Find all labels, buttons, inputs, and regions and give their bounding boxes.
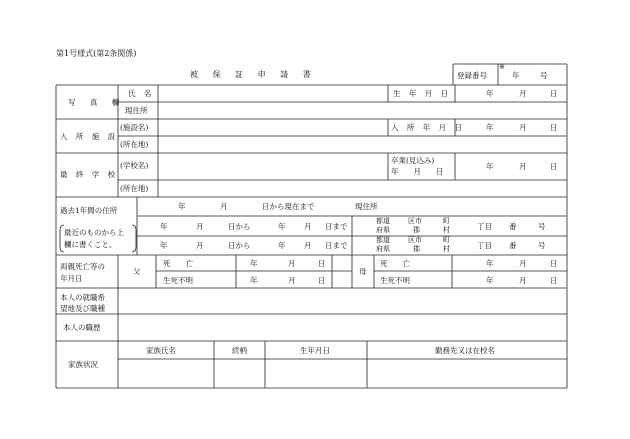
mother-unknown-month: 月 [519, 276, 527, 285]
history-row1-city1: 区市 [408, 217, 422, 225]
father-death-day: 日 [318, 259, 326, 268]
mother-death-month: 月 [519, 259, 527, 268]
history-row2-town2: 村 [443, 245, 450, 253]
mother-death-year: 年 [486, 259, 494, 268]
job-label-1: 本人の就職希 [60, 293, 105, 302]
history-row0-month: 月 [220, 202, 228, 211]
history-row1-pref1: 都道 [376, 217, 390, 225]
father-unknown-day: 日 [318, 276, 326, 285]
history-row2-chome: 丁目 [477, 241, 492, 250]
mother-death-day: 日 [550, 259, 558, 268]
mother-death-label: 死 亡 [380, 259, 410, 268]
entry-month: 月 [519, 123, 527, 132]
history-row2-pref1: 都道 [376, 236, 390, 244]
family-header-birth: 生年月日 [300, 346, 330, 355]
history-row1-month: 月 [196, 222, 204, 231]
family-header-relation: 続柄 [232, 346, 247, 355]
father-label: 父 [133, 267, 141, 276]
history-note-2: 欄に書くこと。 [64, 240, 117, 249]
entry-label: 入 所 施 設 [60, 132, 119, 141]
entry-day: 日 [550, 123, 558, 132]
form-title: 被 保 証 申 請 書 [190, 70, 317, 79]
history-row1-month2: 月 [304, 222, 312, 231]
history-row2-year: 年 [160, 241, 168, 250]
father-unknown-month: 月 [288, 276, 296, 285]
father-unknown-year: 年 [250, 276, 258, 285]
reg-nen: 年 [512, 71, 520, 80]
school-label: 最 終 学 校 [60, 170, 119, 179]
grad-year: 年 [486, 162, 494, 171]
history-row1-year: 年 [160, 222, 168, 231]
entry-year: 年 [486, 123, 494, 132]
history-row2-month2: 月 [304, 241, 312, 250]
mother-unknown-year: 年 [486, 276, 494, 285]
history-row2-ban: 番 [509, 241, 517, 250]
reg-label: 登録番号 [457, 71, 487, 80]
history-row2-from: 日から [228, 241, 251, 250]
school-location-label: (所在地) [120, 184, 149, 193]
facility-name-label: (施設名) [120, 123, 149, 132]
father-death-month: 月 [288, 259, 296, 268]
grad-month: 月 [519, 162, 527, 171]
birth-day: 日 [550, 89, 558, 98]
family-header-name: 家族氏名 [146, 346, 176, 355]
family-header-workplace: 勤務先又は在校名 [435, 346, 495, 355]
facility-location-label: (所在地) [120, 140, 149, 149]
history-row1-pref2: 府県 [376, 226, 390, 234]
history-row2-city1: 区市 [408, 236, 422, 244]
history-note-1: 最近のものから上 [64, 228, 124, 237]
birth-label: 生 年 月 日 [393, 89, 452, 98]
parents-label-1: 両親死亡等の [60, 262, 105, 271]
history-row1-year2: 年 [278, 222, 286, 231]
history-row2-city2: 郡 [413, 245, 420, 253]
grad-date-label: 年 月 日 [391, 167, 444, 176]
history-label: 過去1年間の住所 [60, 206, 118, 215]
history-row2-month: 月 [196, 241, 204, 250]
family-label: 家族状況 [68, 360, 98, 369]
career-label: 本人の職歴 [63, 323, 101, 332]
grad-day: 日 [550, 162, 558, 171]
entry-date-label: 入 所 年 月 日 [391, 123, 466, 132]
history-row1-ban: 番 [509, 222, 517, 231]
history-row2-pref2: 府県 [376, 245, 390, 253]
history-row1-to: 日まで [325, 222, 348, 231]
address-label: 現住所 [125, 106, 148, 115]
mother-unknown-label: 生死不明 [380, 276, 410, 285]
history-row2-year2: 年 [278, 241, 286, 250]
mother-label: 母 [359, 267, 367, 276]
history-row1-city2: 郡 [413, 226, 420, 234]
history-row1-from: 日から [228, 222, 251, 231]
father-death-label: 死 亡 [163, 259, 193, 268]
history-row2-town1: 町 [443, 236, 450, 244]
history-row0-year: 年 [178, 202, 186, 211]
history-row1-go: 号 [538, 222, 546, 231]
history-row2-go: 号 [538, 241, 546, 250]
history-row0-from: 日から現在まで [262, 202, 315, 211]
reg-go: 号 [540, 71, 548, 80]
school-name-label: (学校名) [120, 161, 149, 170]
birth-year: 年 [486, 89, 494, 98]
reg-mark: ※ [499, 63, 505, 71]
job-label-2: 望地及び職種 [60, 304, 105, 313]
form-id: 第1号様式(第2条関係) [56, 49, 137, 58]
name-label: 氏 名 [128, 89, 155, 98]
history-row1-town1: 町 [443, 217, 450, 225]
history-row1-chome: 丁目 [477, 222, 492, 231]
father-death-year: 年 [250, 259, 258, 268]
grad-label: 卒業(見込み) [391, 156, 435, 165]
history-row2-to: 日まで [325, 241, 348, 250]
photo-label: 写 真 欄 [68, 98, 126, 107]
history-row1-town2: 村 [443, 226, 450, 234]
mother-unknown-day: 日 [550, 276, 558, 285]
history-row0-address: 現住所 [355, 202, 378, 211]
parents-label-2: 年月日 [60, 274, 83, 283]
birth-month: 月 [519, 89, 527, 98]
father-unknown-label: 生死不明 [163, 276, 193, 285]
